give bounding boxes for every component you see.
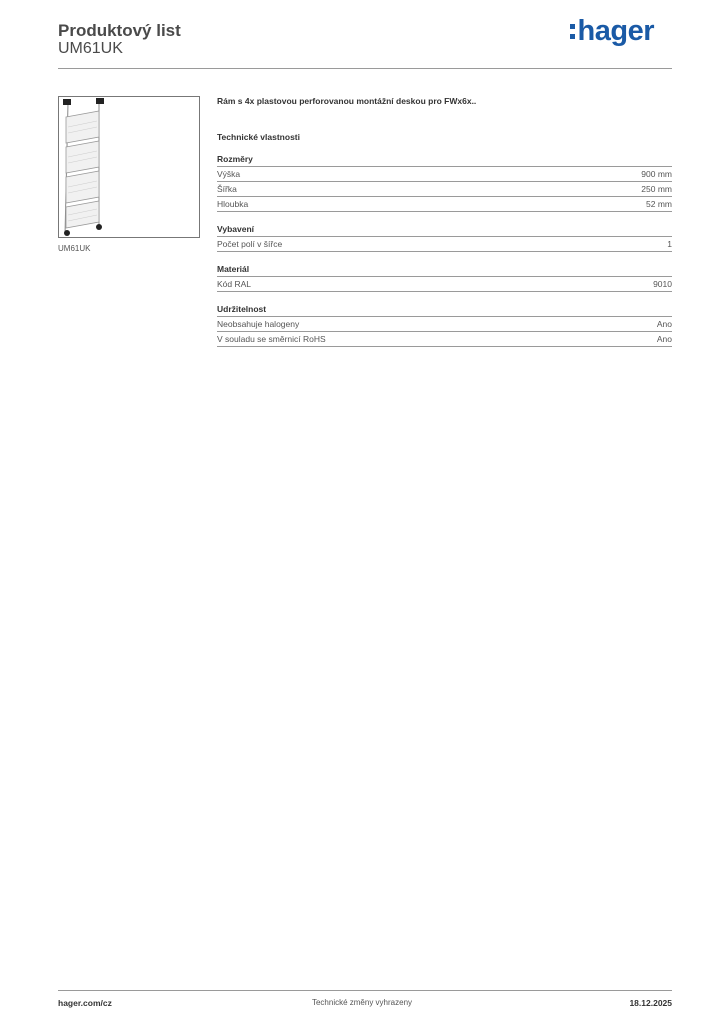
image-caption: UM61UK [58,244,91,253]
footer-date: 18.12.2025 [629,998,672,1008]
spec-row [217,198,672,212]
product-description: Rám s 4x plastovou perforovanou montážní deskou pro FWx6x.. [217,96,477,106]
spec-value: Ano [656,334,672,344]
spec-group-equipment [217,222,672,252]
group-title: Rozměry [217,152,672,167]
spec-group-material [217,262,672,292]
spec-row [217,238,672,252]
spec-row [217,333,672,347]
product-image [58,96,200,238]
header-divider [58,68,672,69]
footer-notice: Technické změny vyhrazeny [311,998,413,1007]
spec-value: 52 mm [646,199,672,209]
spec-label: V souladu se směrnicí RoHS [217,334,326,344]
group-title: Materiál [217,262,672,277]
spec-group-dimensions [217,152,672,212]
group-title: Vybavení [217,222,672,237]
spec-value: 900 mm [641,169,672,179]
spec-label: Neobsahuje halogeny [217,319,300,329]
footer-divider [58,990,672,991]
footer-website-link[interactable]: hager.com/cz [58,998,112,1008]
spec-row [217,318,672,332]
spec-label: Šířka [217,184,237,194]
spec-group-sustainability [217,302,672,347]
spec-value: 250 mm [641,184,672,194]
spec-value: Ano [656,319,672,329]
page-title: Produktový list [58,21,181,40]
spec-row [217,278,672,292]
spec-label: Kód RAL [217,279,252,289]
spec-row [217,183,672,197]
spec-content [217,94,672,347]
logo-text: hager [577,14,654,47]
spec-value: 9010 [653,279,672,289]
logo-mark-icon [570,24,575,39]
spec-label: Hloubka [217,199,249,209]
spec-value: 1 [667,239,672,249]
mounting-frame-illustration [59,97,199,237]
spec-row [217,168,672,182]
spec-label: Počet polí v šířce [217,239,283,249]
section-title: Technické vlastnosti [217,132,300,142]
product-code: UM61UK [58,40,123,57]
group-title: Udržitelnost [217,302,672,317]
hager-logo[interactable] [570,14,654,48]
spec-label: Výška [217,169,241,179]
